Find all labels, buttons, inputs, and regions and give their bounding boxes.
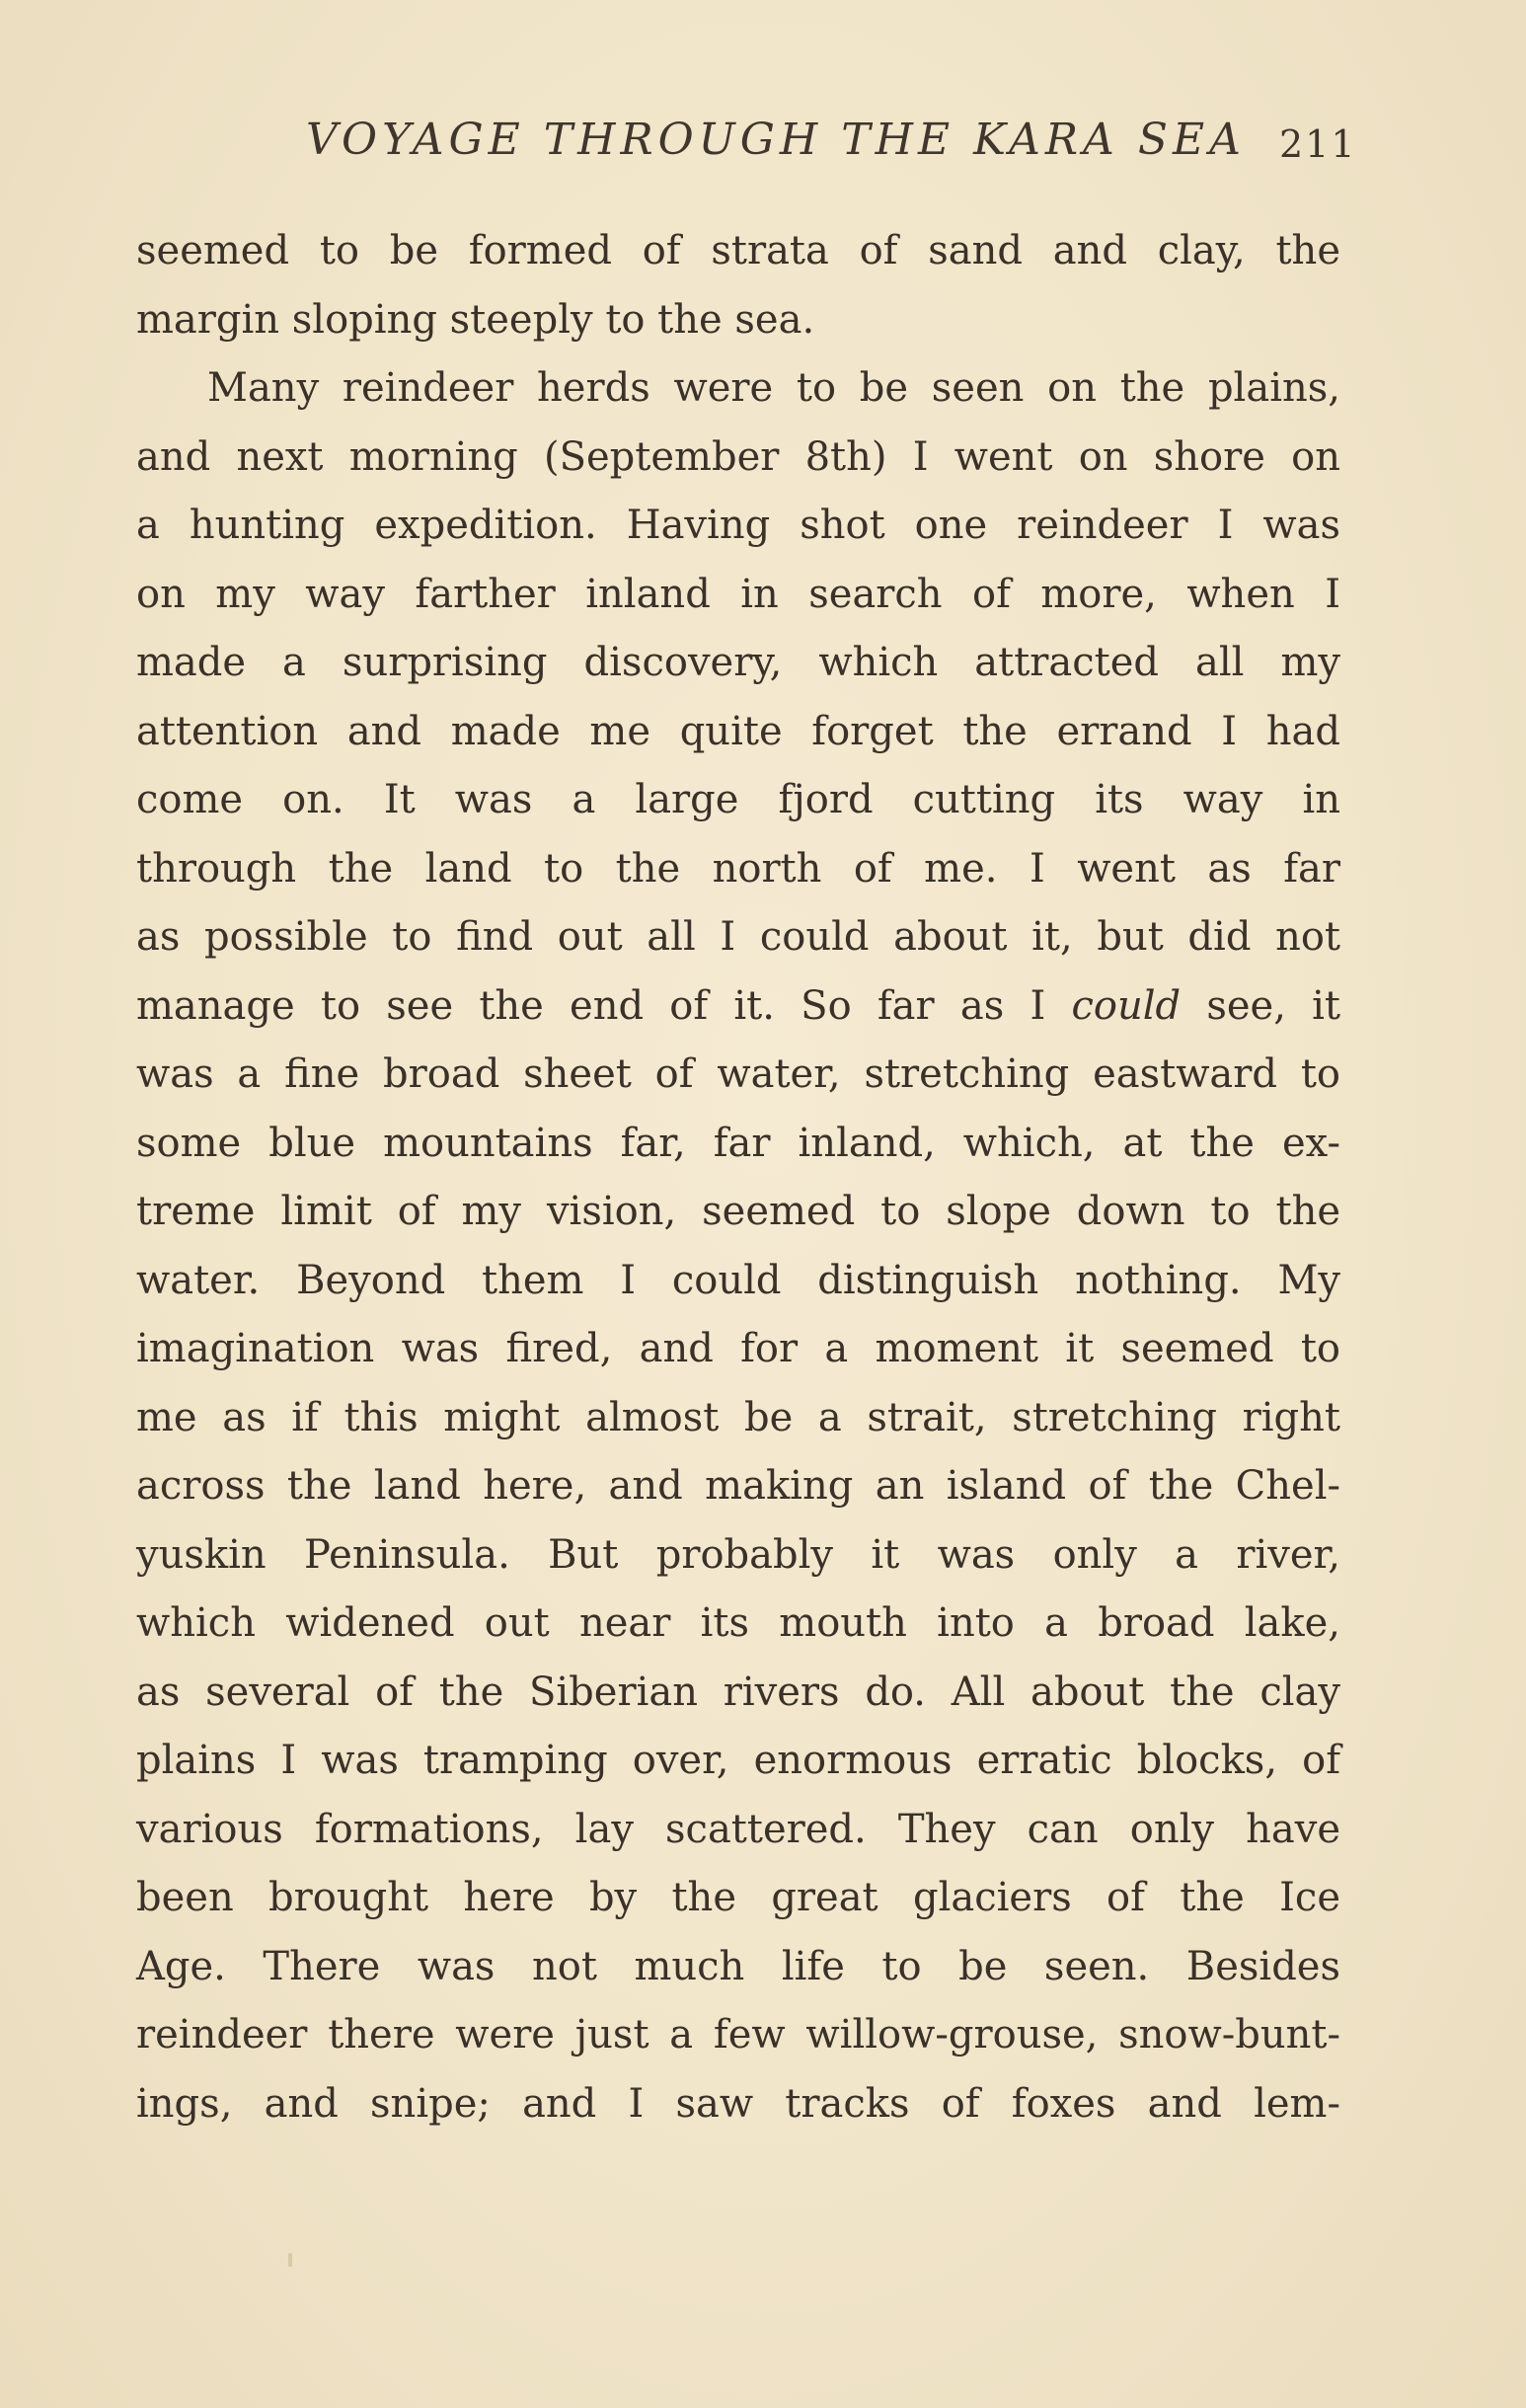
text-line: on my way farther inland in search of more, when I: [136, 571, 1340, 617]
text-line: been brought here by the great glaciers of the Ice: [136, 1875, 1340, 1920]
text-line: various formations, lay scattered. They can only have: [136, 1806, 1340, 1852]
text-line: ings, and snipe; and I saw tracks of foxes and lem-: [136, 2080, 1340, 2127]
text-line: [136, 972, 1340, 1042]
line-segment: manage to see the end of it. So far as I: [136, 982, 1072, 1029]
text-line: come on. It was a large fjord cutting its way in: [136, 777, 1340, 822]
text-line: yuskin Peninsula. But probably it was only a river,: [136, 1531, 1340, 1578]
text-line: Many reindeer herds were to be seen on the plains,: [207, 365, 1340, 411]
text-line: a hunting expedition. Having shot one reindeer I was: [136, 503, 1340, 548]
text-line: treme limit of my vision, seemed to slope down to the: [136, 1189, 1340, 1234]
text-line: me as if this might almost be a strait, stretching right: [136, 1394, 1340, 1440]
text-line: plains I was tramping over, enormous erratic blocks, of: [136, 1738, 1340, 1783]
text-line: Age. There was not much life to be seen. Besides: [136, 1943, 1340, 1989]
page-number: 211: [1279, 122, 1357, 166]
text-line: as several of the Siberian rivers do. All about the clay: [136, 1669, 1340, 1715]
emphasized-word: could: [1071, 982, 1182, 1029]
text-line: attention and made me quite forget the errand I had: [136, 708, 1340, 754]
text-line: through the land to the north of me. I went as far: [136, 845, 1340, 892]
text-line: which widened out near its mouth into a broad lake,: [136, 1600, 1340, 1646]
text-line: was a fine broad sheet of water, stretching eastward to: [136, 1051, 1340, 1097]
text-line: imagination was fired, and for a moment it seemed to: [136, 1326, 1340, 1371]
text-line: reindeer there were just a few willow-grouse, snow-bunt-: [136, 2012, 1340, 2058]
running-title: VOYAGE THROUGH THE KARA SEA: [306, 115, 1246, 165]
text-line: margin sloping steeply to the sea.: [136, 296, 815, 343]
text-line: and next morning (September 8th) I went on shore on: [136, 433, 1340, 480]
line-segment: see, it: [1181, 982, 1340, 1029]
text-line: some blue mountains far, far inland, which, at the ex-: [136, 1120, 1340, 1166]
paper-speck: [288, 2253, 292, 2267]
text-line: as possible to find out all I could about it, but did not: [136, 914, 1340, 960]
text-line: seemed to be formed of strata of sand and clay, the: [136, 228, 1340, 273]
text-line: water. Beyond them I could distinguish nothing. My: [136, 1257, 1340, 1303]
body-text: [136, 217, 1340, 2138]
text-line: across the land here, and making an island of the Chel-: [136, 1463, 1340, 1509]
text-line: made a surprising discovery, which attracted all my: [136, 640, 1340, 685]
